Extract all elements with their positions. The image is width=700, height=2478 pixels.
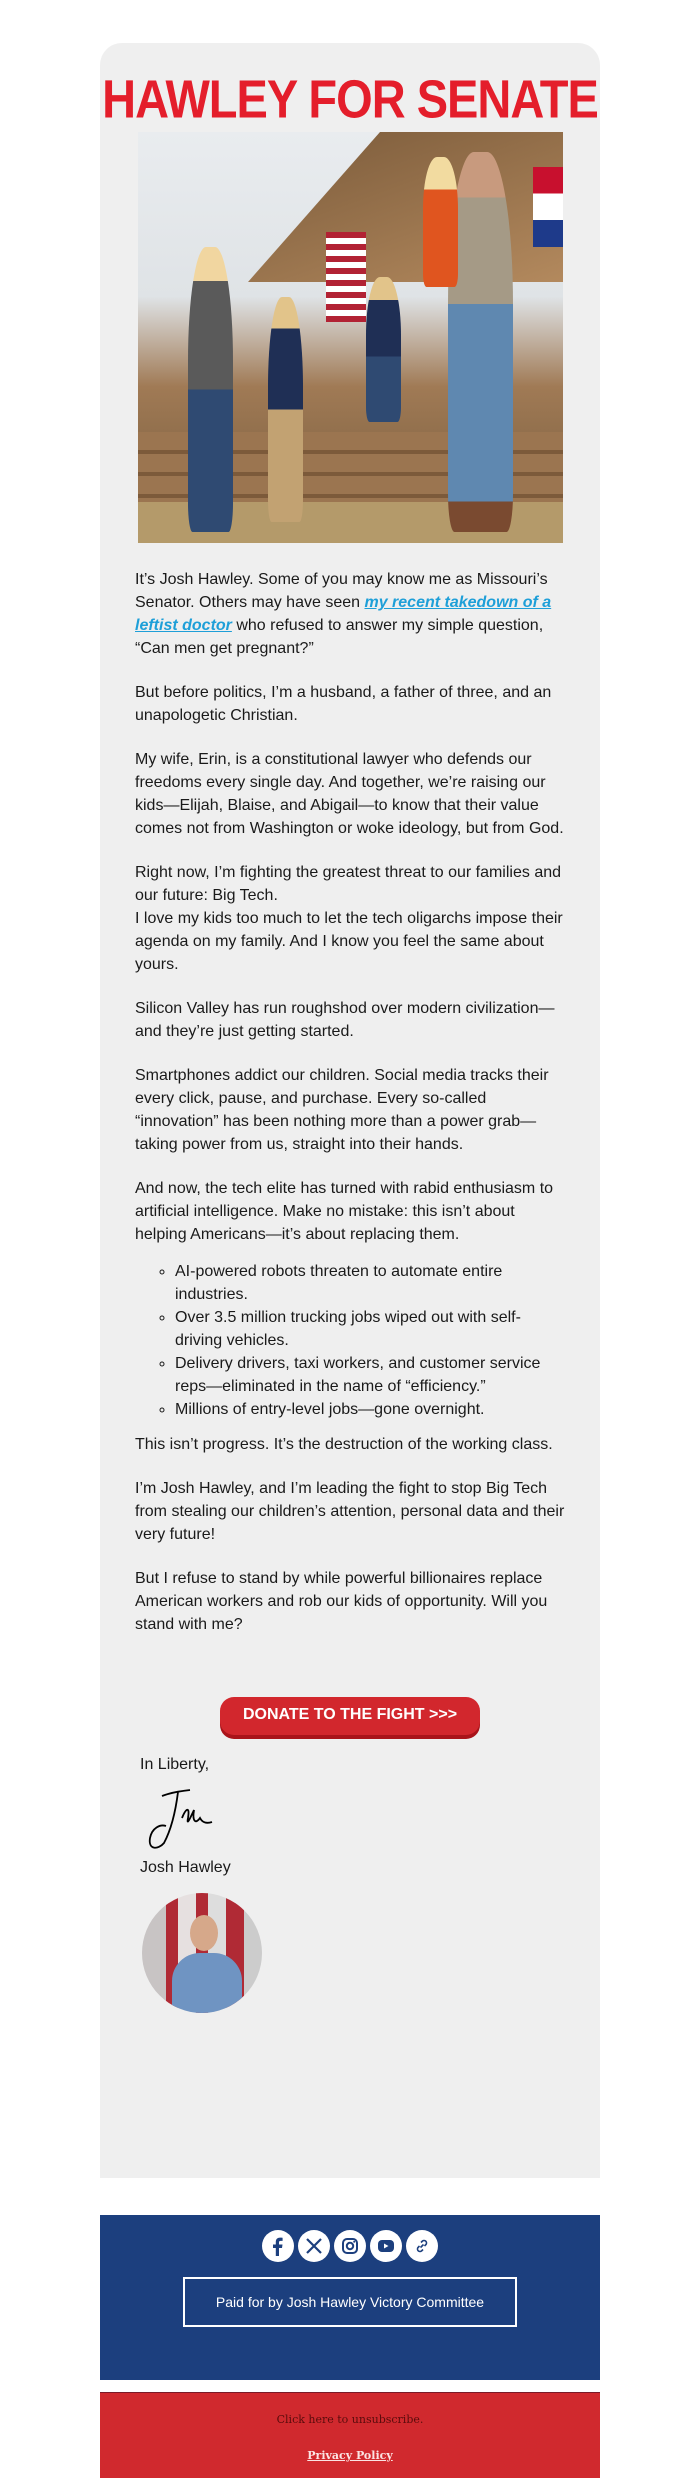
donate-button[interactable]: DONATE TO THE FIGHT >>> <box>220 1697 480 1735</box>
person-child <box>268 297 303 522</box>
footer-legal <box>100 2392 600 2478</box>
avatar-shirt <box>172 1953 242 2013</box>
missouri-flag <box>533 167 563 247</box>
avatar-head <box>190 1915 218 1951</box>
paragraph <box>135 568 565 660</box>
person-child <box>366 277 401 422</box>
paragraph: And now, the tech elite has turned with rabid enthusiasm to artificial intelligence. Make no mistake: this isn’t about helping Americans—it’s about replacing them. <box>135 1180 554 1243</box>
paid-for-disclaimer: Paid for by Josh Hawley Victory Committee <box>183 2277 517 2327</box>
unsubscribe-link[interactable]: Click here to unsubscribe. <box>276 2413 424 2426</box>
american-flag <box>326 232 366 322</box>
paragraph <box>135 861 565 976</box>
paragraph: Silicon Valley has run roughshod over modern civilization—and they’re just getting started. <box>135 1000 555 1040</box>
text: It’s Josh Hawley. Some of you may know me as Missouri’s Senator. Others may have seen <box>135 571 548 611</box>
text: Right now, I’m fighting the greatest threat to our families and our future: Big Tech. <box>135 864 562 904</box>
paragraph: My wife, Erin, is a constitutional lawyer who defends our freedoms every single day. And together, we’re raising our kids—Elijah, Blaise, and Abigail—to know that their value comes not from Washington or woke ideology, but from God. <box>135 751 564 837</box>
signer-name: Josh Hawley <box>140 1859 231 1876</box>
link-icon[interactable] <box>406 2230 438 2262</box>
footer-social <box>100 2215 600 2380</box>
page-title: HAWLEY FOR SENATE <box>102 68 598 130</box>
paragraph: This isn’t progress. It’s the destruction of the working class. <box>135 1436 553 1453</box>
pavilion-roof <box>248 132 563 282</box>
signature-image <box>142 1788 222 1853</box>
facebook-icon[interactable] <box>262 2230 294 2262</box>
text: I love my kids too much to let the tech oligarchs impose their agenda on my family. And I know you feel the same about yours. <box>135 910 563 973</box>
avatar <box>142 1893 262 2013</box>
x-icon[interactable] <box>298 2230 330 2262</box>
instagram-icon[interactable] <box>334 2230 366 2262</box>
youtube-icon[interactable] <box>370 2230 402 2262</box>
person-wife <box>188 247 233 532</box>
paragraph: But I refuse to stand by while powerful billionaires replace American workers and rob our kids of opportunity. Will you stand with me? <box>135 1570 548 1633</box>
bullet-list <box>135 1260 565 1421</box>
person-toddler <box>423 157 458 287</box>
list-item: ◦ AI-powered robots threaten to automate entire industries. <box>175 1260 565 1306</box>
closing-text: In Liberty, <box>140 1756 210 1773</box>
paragraph: I’m Josh Hawley, and I’m leading the fight to stop Big Tech from stealing our children’s attention, personal data and their very future! <box>135 1480 565 1543</box>
email-card <box>100 43 600 2178</box>
letter-body <box>135 568 565 1657</box>
list-item: ◦ Over 3.5 million trucking jobs wiped out with self-driving vehicles. <box>175 1306 565 1352</box>
list-item: ◦ Millions of entry-level jobs—gone overnight. <box>175 1398 565 1421</box>
text: who refused to answer my simple question, “Can men get pregnant?” <box>135 617 544 657</box>
paragraph: But before politics, I’m a husband, a father of three, and an unapologetic Christian. <box>135 684 552 724</box>
takedown-link[interactable]: my recent takedown of a leftist doctor <box>135 594 552 634</box>
privacy-policy-link[interactable]: Privacy Policy <box>307 2449 393 2462</box>
list-item: ◦ Delivery drivers, taxi workers, and customer service reps—eliminated in the name of “efficiency.” <box>175 1352 565 1398</box>
hero-photo[interactable] <box>138 132 563 543</box>
paragraph: Smartphones addict our children. Social media tracks their every click, pause, and purchase. Every so-called “innovation” has been nothing more than a power grab—taking power from us, straight into their hands. <box>135 1067 549 1153</box>
social-links <box>100 2230 600 2262</box>
